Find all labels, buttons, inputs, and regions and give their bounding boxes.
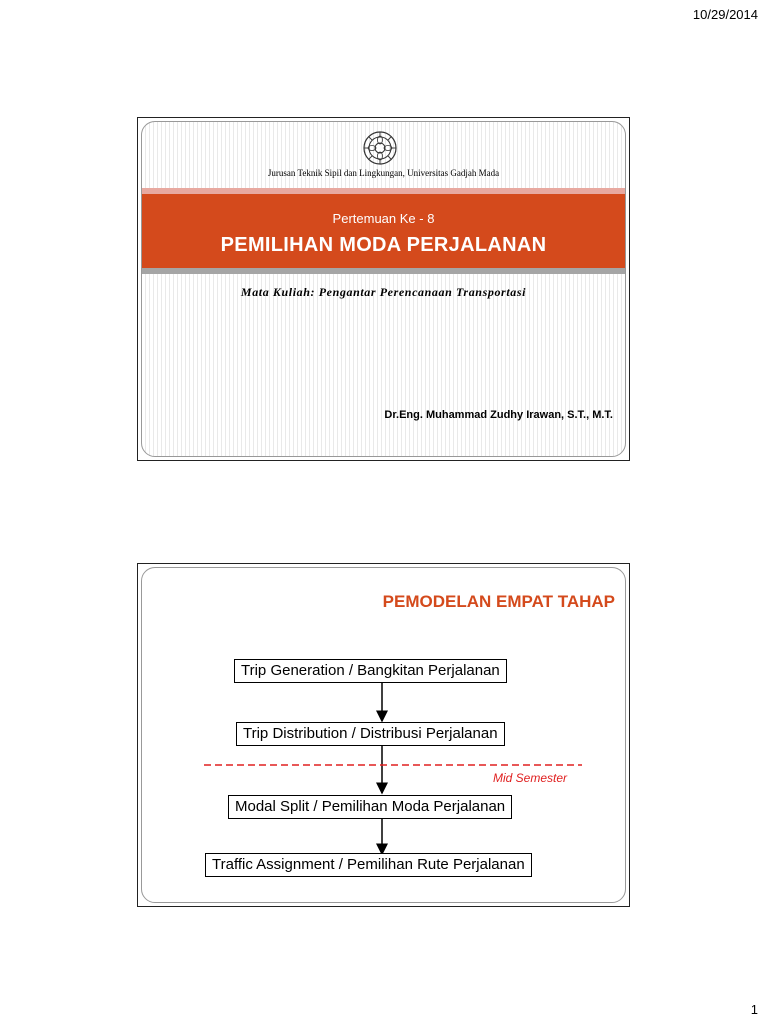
slide-1-content — [141, 121, 626, 457]
step-modal-split: Modal Split / Pemilihan Moda Perjalanan — [228, 795, 512, 819]
course-name: Mata Kuliah: Pengantar Perencanaan Transportasi — [240, 285, 527, 299]
meeting-number: Pertemuan Ke - 8 — [332, 211, 435, 226]
step-trip-generation: Trip Generation / Bangkitan Perjalanan — [234, 659, 507, 683]
slide-2 — [137, 563, 630, 907]
slide-1 — [137, 117, 630, 461]
page-number: 1 — [750, 1002, 758, 1017]
author-name: Dr.Eng. Muhammad Zudhy Irawan, S.T., M.T. — [384, 409, 613, 421]
step-traffic-assignment: Traffic Assignment / Pemilihan Rute Perjalanan — [205, 853, 532, 877]
header-date: 10/29/2014 — [692, 7, 758, 22]
accent-bar-bottom — [142, 268, 625, 274]
department-name: Jurusan Teknik Sipil dan Lingkungan, Universitas Gadjah Mada — [267, 168, 500, 178]
mid-semester-label: Mid Semester — [493, 771, 568, 785]
slide-2-title: PEMODELAN EMPAT TAHAP — [382, 592, 615, 611]
slide-2-content — [141, 567, 626, 903]
university-emblem-icon — [362, 130, 398, 166]
title-band — [142, 194, 625, 268]
slide-title: PEMILIHAN MODA PERJALANAN — [220, 234, 547, 256]
step-trip-distribution: Trip Distribution / Distribusi Perjalanan — [236, 722, 505, 746]
